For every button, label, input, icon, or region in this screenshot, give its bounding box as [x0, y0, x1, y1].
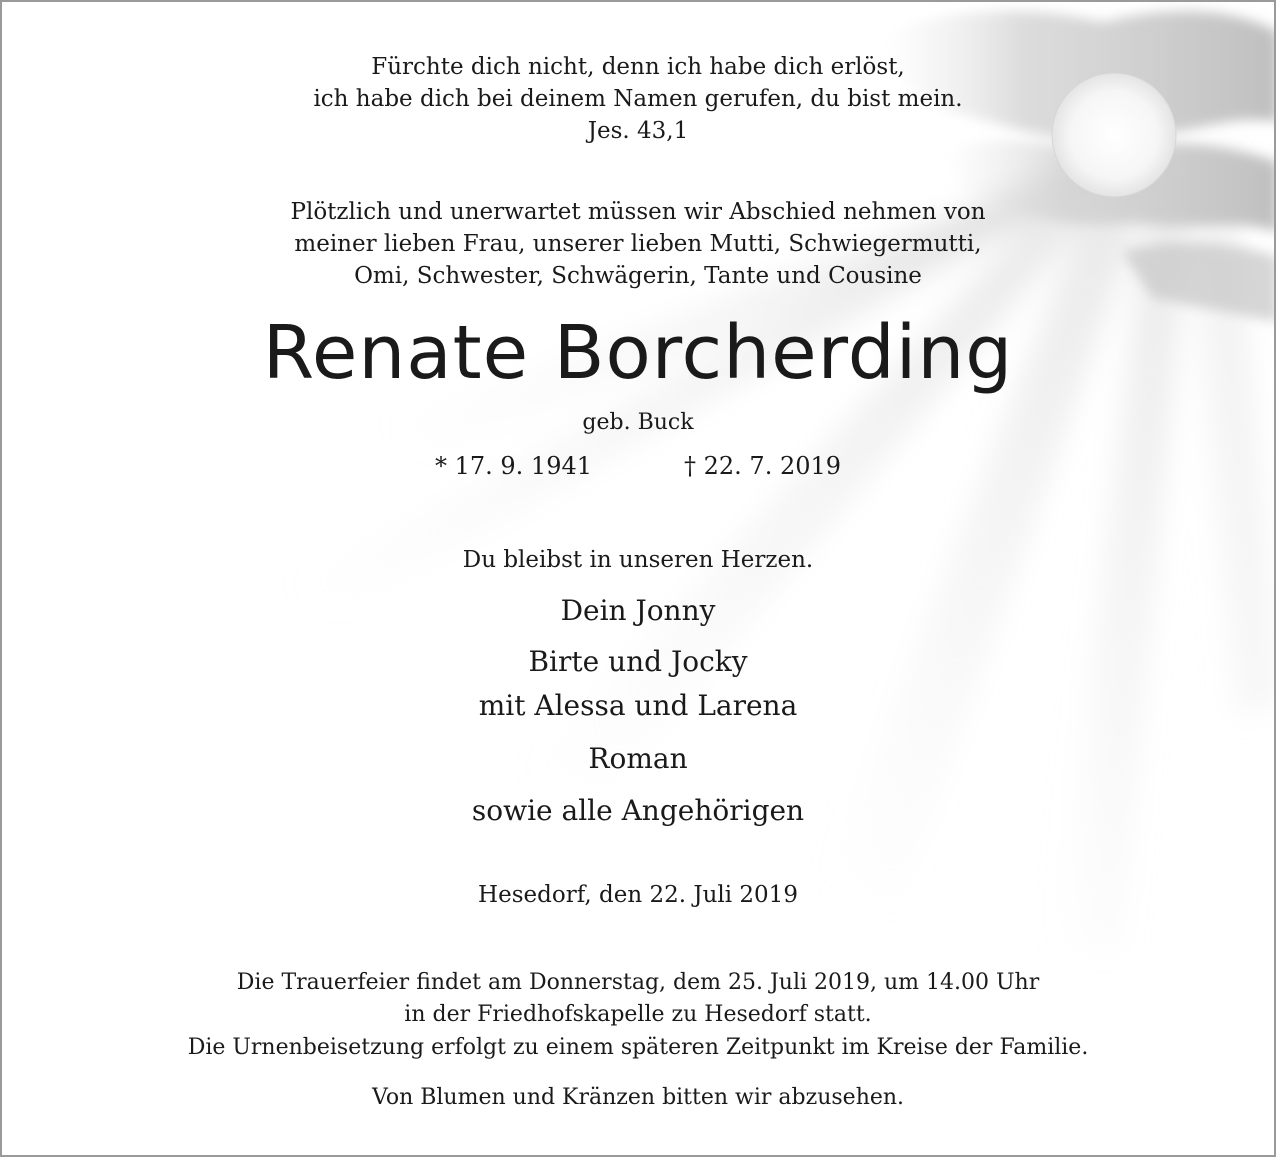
bible-verse-line-2: ich habe dich bei deinem Namen gerufen, du bist mein.	[313, 86, 963, 112]
service-line-3: Die Urnenbeisetzung erfolgt zu einem späteren Zeitpunkt im Kreise der Familie.	[187, 1035, 1089, 1060]
mourner-line-3: mit Alessa und Larena	[478, 689, 798, 722]
notice-text	[2, 2, 1274, 1155]
mourner-line-5: sowie alle Angehörigen	[471, 794, 805, 827]
birth-date: * 17. 9. 1941	[434, 452, 592, 480]
farewell-message: Du bleibst in unseren Herzen.	[462, 547, 814, 573]
intro-line-3: Omi, Schwester, Schwägerin, Tante und Cousine	[354, 263, 922, 289]
mourner-line-4: Roman	[588, 742, 688, 775]
maiden-name: geb. Buck	[582, 410, 694, 435]
life-dates	[2, 452, 1274, 480]
bible-verse-reference: Jes. 43,1	[587, 118, 689, 144]
mourner-line-1: Dein Jonny	[560, 594, 716, 627]
service-line-1: Die Trauerfeier findet am Donnerstag, dem 25. Juli 2019, um 14.00 Uhr	[236, 970, 1040, 995]
deceased-name: Renate Borcherding	[262, 310, 1014, 396]
intro-line-2: meiner lieben Frau, unserer lieben Mutti, Schwiegermutti,	[294, 231, 982, 257]
death-date: † 22. 7. 2019	[684, 452, 842, 480]
bible-verse-line-1: Fürchte dich nicht, denn ich habe dich erlöst,	[371, 54, 905, 80]
place-and-date: Hesedorf, den 22. Juli 2019	[478, 882, 798, 908]
intro-line-1: Plötzlich und unerwartet müssen wir Abschied nehmen von	[290, 199, 986, 225]
flowers-request: Von Blumen und Kränzen bitten wir abzusehen.	[371, 1085, 905, 1110]
mourner-line-2: Birte und Jocky	[528, 645, 748, 678]
service-line-2: in der Friedhofskapelle zu Hesedorf statt.	[404, 1002, 872, 1027]
